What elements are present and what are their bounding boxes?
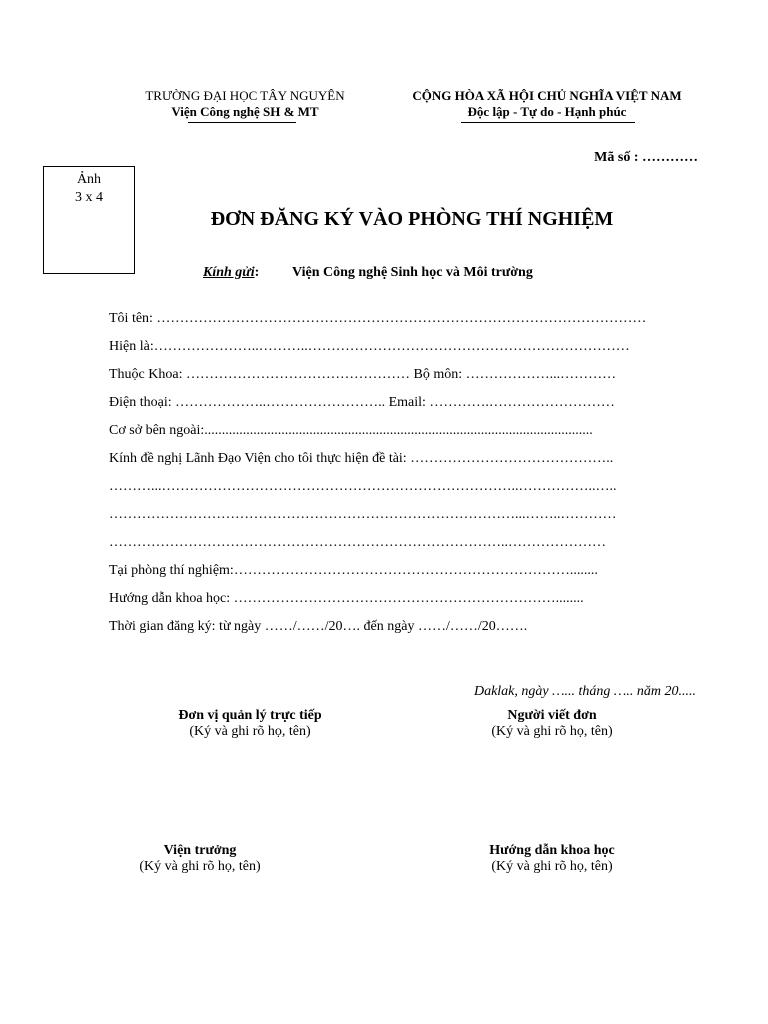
recipient-value: Viện Công nghệ Sinh học và Môi trường (292, 265, 533, 280)
field-phone-email: Điện thoại: ………………..…………………….. Email: ………….……………………… (109, 395, 615, 410)
institute-underline (188, 122, 296, 123)
form-code: Mã số : ………… (594, 150, 698, 165)
signature-director-title: Viện trưởng (163, 843, 237, 858)
signature-applicant-note: (Ký và ghi rõ họ, tên) (491, 724, 613, 739)
signature-advisor (442, 843, 662, 875)
field-topic-request: Kính đề nghị Lãnh Đạo Viện cho tôi thực hiện đề tài: …………………………………….. (109, 451, 614, 466)
signature-applicant-title: Người viết đơn (507, 708, 597, 723)
photo-label: Ảnh (76, 172, 102, 187)
recipient-label: Kính gửi (203, 265, 255, 280)
signature-applicant (442, 708, 662, 740)
date-line: Daklak, ngày …... tháng ….. năm 20..... (473, 684, 696, 699)
field-advisor: Hướng dẫn khoa học: ……………………………………………………………........ (109, 591, 584, 606)
page-title: ĐƠN ĐĂNG KÝ VÀO PHÒNG THÍ NGHIỆM (210, 208, 614, 230)
country-name: CỘNG HÒA XÃ HỘI CHỦ NGHĨA VIỆT NAM (412, 88, 682, 103)
recipient-line (203, 265, 533, 281)
photo-size: 3 x 4 (75, 190, 103, 205)
signature-advisor-note: (Ký và ghi rõ họ, tên) (491, 859, 613, 874)
field-faculty-department: Thuộc Khoa: ………………………………………… Bộ môn: ………………...………… (109, 367, 617, 382)
field-name: Tôi tên: …………………………………………………………………………………………… (109, 311, 647, 326)
institute-name: Viện Công nghệ SH & MT (171, 104, 319, 119)
recipient-colon: : (254, 265, 260, 280)
field-position: Hiện là:…………………..………..…………………………………………………………… (109, 339, 630, 354)
field-topic-line-3: …………………………………………………………………………..………………… (109, 535, 606, 550)
field-external-institution: Cơ sở bên ngoài:............................................................................................................... (109, 423, 593, 438)
signature-unit (140, 708, 360, 740)
university-name: TRƯỜNG ĐẠI HỌC TÂY NGUYÊN (145, 88, 345, 103)
signature-advisor-title: Hướng dẫn khoa học (489, 843, 615, 858)
signature-director-note: (Ký và ghi rõ họ, tên) (139, 859, 261, 874)
field-lab: Tại phòng thí nghiệm:………………………………………………………………........ (109, 563, 598, 578)
photo-placeholder (43, 166, 135, 274)
motto: Độc lập - Tự do - Hạnh phúc (467, 104, 627, 119)
signature-unit-note: (Ký và ghi rõ họ, tên) (189, 724, 311, 739)
field-topic-line-2: ……………………………………………………………………………...……..………… (109, 507, 617, 522)
signature-director (90, 843, 310, 875)
signature-unit-title: Đơn vị quản lý trực tiếp (178, 708, 322, 723)
field-registration-period: Thời gian đăng ký: từ ngày ……/……/20…. đến ngày ……/……/20……. (109, 619, 528, 634)
field-topic-line-1: ………...…………………………………………………………………..……………..….. (109, 479, 617, 494)
motto-underline (461, 122, 635, 123)
